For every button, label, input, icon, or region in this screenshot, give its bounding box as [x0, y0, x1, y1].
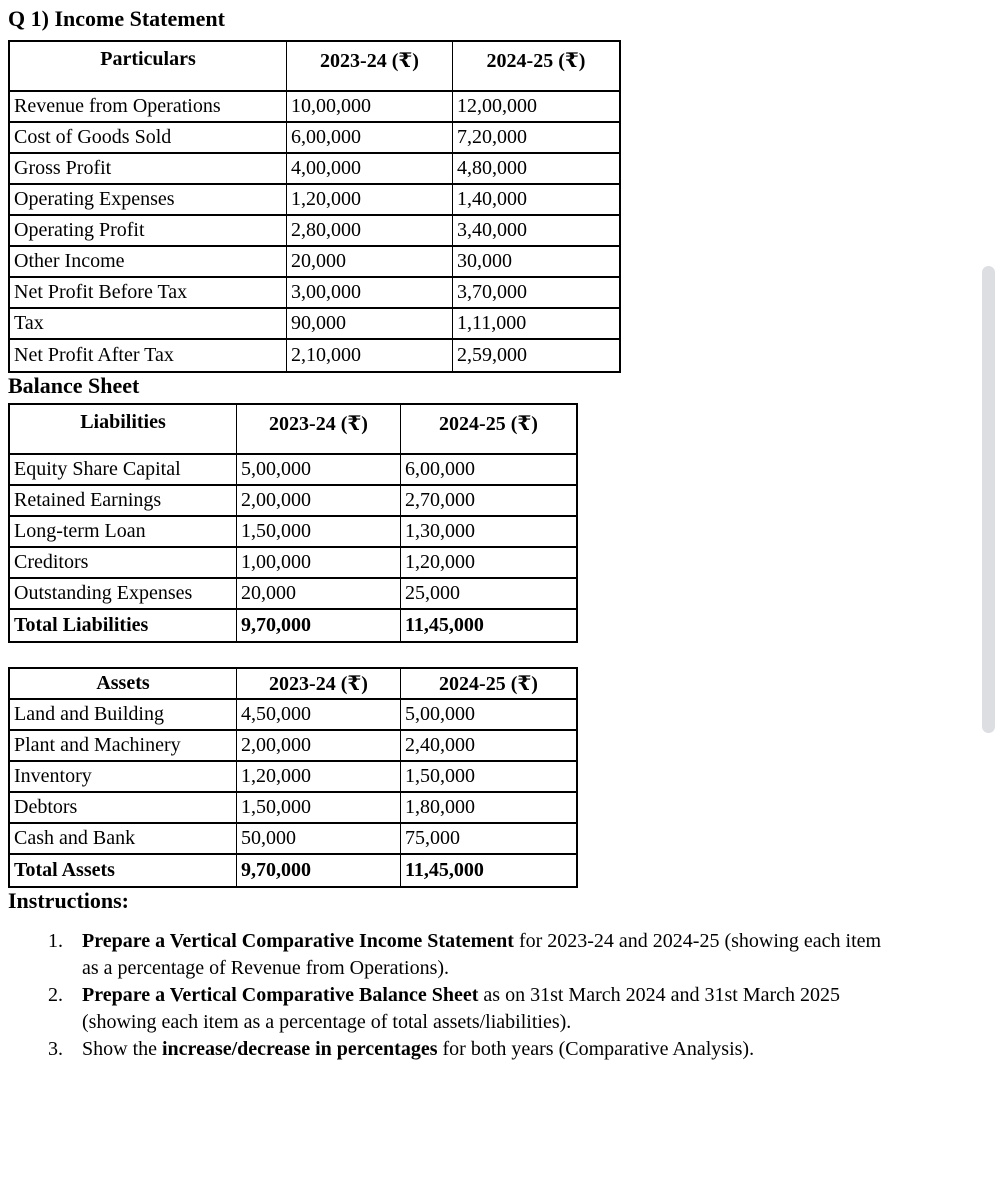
row-label: Creditors — [10, 548, 237, 579]
row-value-2023-24: 1,20,000 — [287, 185, 453, 216]
row-label: Total Liabilities — [10, 610, 237, 641]
row-value-2024-25: 2,59,000 — [457, 344, 527, 366]
assets-col-label: Assets — [10, 669, 237, 700]
instruction-text: Show the increase/decrease in percentages for both years (Comparative Analysis). — [82, 1038, 755, 1060]
table-row — [10, 762, 576, 793]
liabilities-table — [8, 403, 578, 643]
row-value-2024-25: 2,70,000 — [401, 486, 576, 517]
income-col-2023-24: 2023-24 (₹) — [287, 42, 453, 92]
row-label: Equity Share Capital — [10, 455, 237, 486]
row-value-2024-25: 2,40,000 — [401, 731, 576, 762]
row-value-2023-24: 90,000 — [287, 309, 453, 340]
row-label: Debtors — [10, 793, 237, 824]
row-label: Operating Profit — [10, 216, 287, 247]
row-label: Net Profit Before Tax — [10, 278, 287, 309]
row-label: Cost of Goods Sold — [10, 123, 287, 154]
row-label: Land and Building — [10, 700, 237, 731]
table-row — [10, 700, 576, 731]
liabilities-col-2024-25: 2024-25 (₹) — [401, 405, 576, 455]
instruction-number: 3. — [48, 1038, 63, 1060]
table-row — [10, 309, 619, 340]
table-row — [10, 517, 576, 548]
assets-header-row — [10, 669, 576, 700]
income-table-body — [10, 92, 619, 371]
row-label: Inventory — [10, 762, 237, 793]
row-value-2023-24: 1,20,000 — [237, 762, 401, 793]
table-row — [10, 548, 576, 579]
income-statement-table — [8, 40, 621, 373]
table-row — [10, 278, 619, 309]
row-value-2023-24: 2,10,000 — [287, 340, 453, 371]
row-label: Tax — [10, 309, 287, 340]
row-value-2024-25: 1,80,000 — [401, 793, 576, 824]
row-label: Total Assets — [10, 855, 237, 886]
table-row — [10, 216, 619, 247]
row-value-2023-24: 2,00,000 — [237, 731, 401, 762]
row-value-2024-25: 5,00,000 — [401, 700, 576, 731]
table-row — [10, 154, 619, 185]
assets-col-2023-24: 2023-24 (₹) — [237, 669, 401, 700]
row-value-2024-25: 6,00,000 — [401, 455, 576, 486]
liabilities-header-row — [10, 405, 576, 455]
row-value-2023-24: 20,000 — [237, 579, 401, 610]
instructions-list — [8, 928, 987, 1063]
row-value-2023-24: 9,70,000 — [237, 855, 401, 886]
instruction-number: 2. — [48, 984, 63, 1006]
row-label: Gross Profit — [10, 154, 287, 185]
balance-sheet-heading: Balance Sheet — [8, 373, 140, 398]
row-value-2024-25: 12,00,000 — [453, 92, 619, 123]
table-row — [10, 92, 619, 123]
instruction-number: 1. — [48, 930, 63, 952]
row-label: Operating Expenses — [10, 185, 287, 216]
income-statement-heading: Q 1) Income Statement — [8, 6, 225, 31]
row-value-2023-24: 20,000 — [287, 247, 453, 278]
scrollbar-thumb[interactable] — [982, 266, 995, 733]
row-value-2024-25: 75,000 — [401, 824, 576, 855]
row-value-2023-24: 3,00,000 — [287, 278, 453, 309]
instruction-text: Prepare a Vertical Comparative Balance Sheet as on 31st March 2024 and 31st March 2025 (showing each item as a percentage of total assets/liabilities). — [82, 984, 841, 1033]
table-row — [10, 793, 576, 824]
table-row — [10, 731, 576, 762]
row-label: Long-term Loan — [10, 517, 237, 548]
row-label: Plant and Machinery — [10, 731, 237, 762]
row-value-2024-25: 30,000 — [453, 247, 619, 278]
income-col-particulars: Particulars — [10, 42, 287, 92]
row-value-2023-24: 1,50,000 — [237, 517, 401, 548]
row-label: Retained Earnings — [10, 486, 237, 517]
row-value-2023-24: 9,70,000 — [237, 610, 401, 641]
row-value-2024-25: 3,70,000 — [453, 278, 619, 309]
row-value-2023-24: 2,00,000 — [237, 486, 401, 517]
row-value-2023-24: 50,000 — [237, 824, 401, 855]
liabilities-col-label: Liabilities — [10, 405, 237, 455]
table-row — [10, 123, 619, 154]
row-value-2024-25: 3,40,000 — [453, 216, 619, 247]
row-value-2024-25: 25,000 — [401, 579, 576, 610]
table-row — [10, 247, 619, 278]
row-label: Cash and Bank — [10, 824, 237, 855]
table-row — [10, 579, 576, 610]
row-value-2024-25: 4,80,000 — [453, 154, 619, 185]
row-value-2023-24: 4,50,000 — [237, 700, 401, 731]
table-row — [10, 486, 576, 517]
row-value-2024-25: 1,40,000 — [453, 185, 619, 216]
row-label: Revenue from Operations — [10, 92, 287, 123]
table-row — [10, 455, 576, 486]
table-row — [10, 185, 619, 216]
assets-table — [8, 667, 578, 888]
income-header-row — [10, 42, 619, 92]
row-value-2023-24: 1,50,000 — [237, 793, 401, 824]
row-value-2024-25: 11,45,000 — [405, 859, 484, 881]
row-value-2023-24: 5,00,000 — [237, 455, 401, 486]
assets-col-2024-25: 2024-25 (₹) — [401, 669, 576, 700]
row-value-2024-25: 11,45,000 — [405, 614, 484, 636]
table-row — [10, 855, 576, 886]
row-value-2024-25: 1,50,000 — [401, 762, 576, 793]
row-label: Outstanding Expenses — [10, 579, 237, 610]
instructions-heading: Instructions: — [8, 888, 130, 913]
row-value-2024-25: 1,20,000 — [401, 548, 576, 579]
row-value-2024-25: 1,11,000 — [453, 309, 619, 340]
assets-table-body — [10, 700, 576, 886]
liabilities-col-2023-24: 2023-24 (₹) — [237, 405, 401, 455]
liabilities-table-body — [10, 455, 576, 641]
table-row — [10, 610, 576, 641]
instruction-item — [8, 928, 987, 982]
instruction-item — [8, 982, 987, 1036]
row-label: Net Profit After Tax — [10, 340, 287, 371]
row-value-2023-24: 1,00,000 — [237, 548, 401, 579]
instruction-text: Prepare a Vertical Comparative Income Statement for 2023-24 and 2024-25 (showing each item as a percentage of Revenue from Operations). — [82, 930, 882, 979]
row-label: Other Income — [10, 247, 287, 278]
table-row — [10, 824, 576, 855]
income-col-2024-25: 2024-25 (₹) — [453, 42, 619, 92]
row-value-2023-24: 10,00,000 — [287, 92, 453, 123]
table-row — [10, 340, 619, 371]
row-value-2023-24: 4,00,000 — [287, 154, 453, 185]
row-value-2024-25: 1,30,000 — [401, 517, 576, 548]
row-value-2023-24: 2,80,000 — [287, 216, 453, 247]
row-value-2024-25: 7,20,000 — [453, 123, 619, 154]
instruction-item — [8, 1036, 987, 1063]
row-value-2023-24: 6,00,000 — [287, 123, 453, 154]
